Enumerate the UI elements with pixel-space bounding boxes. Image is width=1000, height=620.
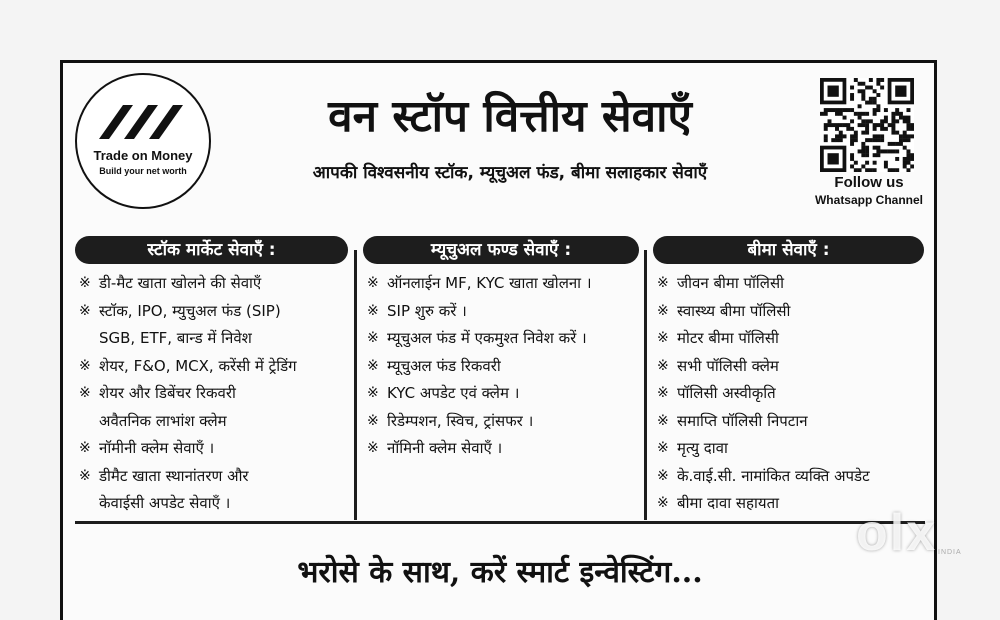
list-item [363,353,639,381]
bullet-icon: ※ [657,302,669,319]
list-item [363,298,639,326]
list-item [653,435,924,463]
list-item-text: SIP शुरु करें । [387,301,467,320]
list-item-text: के.वाई.सी. नामांकित व्यक्ति अपडेट [677,466,870,485]
list-item-text: KYC अपडेट एवं क्लेम । [387,384,520,402]
list-item [75,380,348,408]
brand-name: Trade on Money [93,148,193,163]
bullet-icon: ※ [79,302,91,319]
bullet-icon: ※ [367,275,379,291]
page-title: वन स्टॉप वित्तीय सेवाएँ [328,91,692,142]
service-list [653,270,924,518]
list-item-text: सभी पॉलिसी क्लेम [677,356,779,375]
bullet-icon: ※ [79,275,91,291]
bullet-icon: ※ [657,467,669,484]
section-heading: बीमा सेवाएँ : [653,236,924,264]
list-item-text: शेयर और डिबेंचर रिकवरी [99,384,236,402]
list-item-text: म्यूचुअल फंड में एकमुश्त निवेश करें । [387,329,587,347]
follow-us-label: Follow us [834,174,904,191]
column-divider [354,250,357,520]
column-mutual-fund [363,236,639,463]
list-item-text: म्यूचुअल फंड रिकवरी [387,356,501,375]
list-item [653,353,924,381]
bullet-icon: ※ [657,385,669,401]
bullet-icon: ※ [657,275,669,291]
bullet-icon: ※ [657,357,669,374]
service-list [363,270,639,463]
list-item-text: पॉलिसी अस्वीकृति [677,384,776,402]
list-item-text: डीमैट खाता स्थानांतरण और [99,466,249,485]
list-item-text: नॉमिनी क्लेम सेवाएँ । [387,439,503,457]
service-list [75,270,348,518]
bullet-icon: ※ [367,330,379,346]
bullet-icon: ※ [657,330,669,346]
olx-watermark-sub: INDIA [938,549,962,556]
list-item-text: शेयर, F&O, MCX, करेंसी में ट्रेडिंग [99,356,297,375]
list-item [75,408,348,436]
list-item [363,325,639,353]
column-divider [644,250,647,520]
list-item-text: रिडेम्पशन, स्विच, ट्रांसफर । [387,411,534,430]
section-heading: म्यूचुअल फण्ड सेवाएँ : [363,236,639,264]
whatsapp-channel-label: Whatsapp Channel [814,193,923,207]
bullet-icon: ※ [367,385,379,401]
list-item-text: स्टॉक, IPO, म्युचुअल फंड (SIP) [99,301,281,320]
bullet-icon: ※ [367,302,379,319]
list-item [75,270,348,298]
bullet-icon: ※ [657,412,669,429]
list-item [653,270,924,298]
three-slashes-logo-icon [97,97,189,141]
section-heading: स्टॉक मार्केट सेवाएँ : [75,236,348,264]
olx-watermark: olx [856,504,938,562]
list-item [75,325,348,353]
column-insurance [653,236,924,518]
list-item-text: डी-मैट खाता खोलने की सेवाएँ [99,274,262,292]
list-item [653,380,924,408]
footer-slogan: भरोसे के साथ, करें स्मार्ट इन्वेस्टिंग... [297,555,703,590]
list-item-text: समाप्ति पॉलिसी निपटान [677,411,808,430]
bullet-icon: ※ [657,440,669,456]
bullet-icon: ※ [367,440,379,456]
list-item-text: मृत्यु दावा [677,439,728,457]
column-stock-market [75,236,348,518]
list-item [75,490,348,518]
qr-code-icon[interactable] [820,78,914,172]
bullet-icon: ※ [79,385,91,401]
bullet-icon: ※ [367,357,379,374]
list-item [653,325,924,353]
brand-tagline: Build your net worth [99,166,187,176]
list-item [653,463,924,491]
list-item-text: स्वास्थ्य बीमा पॉलिसी [677,301,791,320]
list-item-text: नॉमीनी क्लेम सेवाएँ । [99,439,215,457]
list-item [75,298,348,326]
bullet-icon: ※ [79,357,91,374]
list-item [363,270,639,298]
list-item [653,408,924,436]
page-subtitle: आपकी विश्वसनीय स्टॉक, म्यूचुअल फंड, बीमा सलाहकार सेवाएँ [312,163,708,183]
list-item [363,435,639,463]
list-item [653,298,924,326]
bullet-icon: ※ [367,412,379,429]
list-item-text: जीवन बीमा पॉलिसी [677,274,785,292]
list-item-text: बीमा दावा सहायता [677,494,780,512]
list-item-text: अवैतनिक लाभांश क्लेम [99,411,227,430]
list-item [75,435,348,463]
list-item-text: केवाईसी अपडेट सेवाएँ । [99,494,231,512]
bullet-icon: ※ [657,495,669,511]
brand-logo [75,73,211,209]
list-item-text: ऑनलाईन MF, KYC खाता खोलना । [387,274,592,292]
list-item-text: मोटर बीमा पॉलिसी [677,329,779,347]
list-item [75,353,348,381]
bullet-icon: ※ [79,467,91,484]
list-item [363,380,639,408]
list-item [75,463,348,491]
list-item-text: SGB, ETF, बान्ड में निवेश [99,329,252,347]
footer-divider [75,521,925,524]
bullet-icon: ※ [79,440,91,456]
list-item [363,408,639,436]
